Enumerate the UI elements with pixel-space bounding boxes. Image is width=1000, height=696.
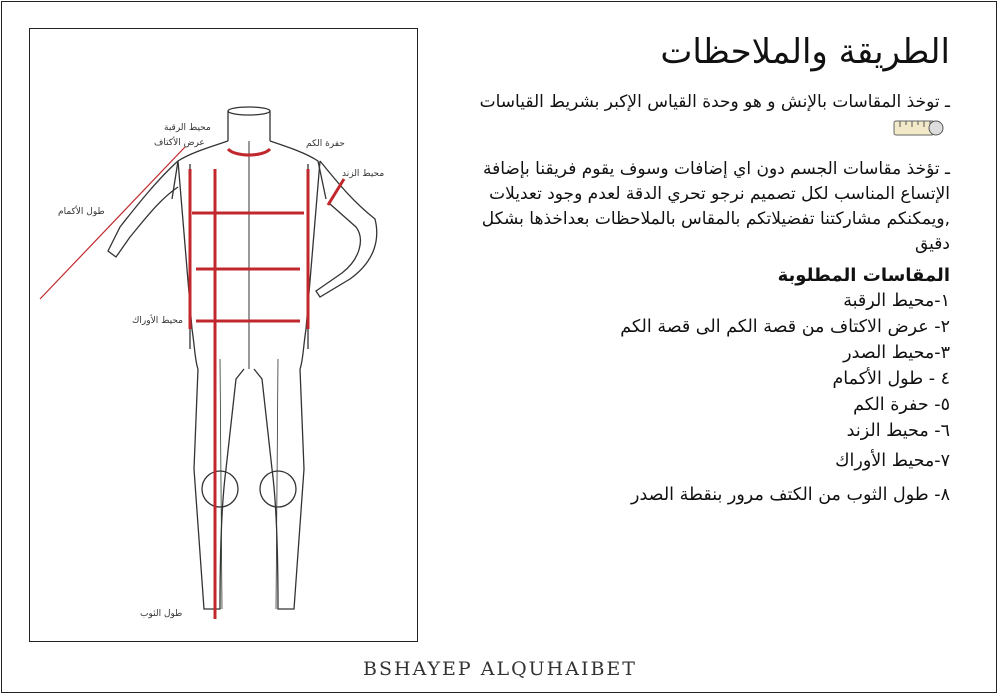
label-neck: محيط الرقبة <box>164 123 211 133</box>
brand-footer: BSHAYEP ALQUHAIBET <box>363 658 637 680</box>
required-list <box>470 288 950 508</box>
list-item: ٤ - طول الأكمام <box>832 369 950 389</box>
label-length: طول الثوب <box>140 609 183 619</box>
label-shoulders: عرض الأكتاف <box>154 138 205 148</box>
measurement-lines <box>190 149 344 619</box>
notes-panel <box>470 24 950 508</box>
list-item: ٨- طول الثوب من الكتف مرور بنقطة الصدر <box>631 485 950 505</box>
label-armhole: حفرة الكم <box>306 139 345 149</box>
list-item: ٦- محيط الزند <box>846 421 950 441</box>
required-heading: المقاسات المطلوبة <box>777 265 950 286</box>
note-paragraph-2: ـ تؤخذ مقاسات الجسم دون اي إضافات وسوف يقوم فريقنا بإضافة الإتساع المناسب لكل تصميم نرجو تحري الدقة لعدم وجود تعديلات ,ويمكنكم مشاركتنا تفضيلاتكم بالمقاس بالملاحظات بعداخذها بشكل دقيق <box>481 159 950 254</box>
list-item: ١-محيط الرقبة <box>843 291 950 311</box>
body-figure <box>30 29 419 643</box>
list-item: ٣-محيط الصدر <box>843 343 950 363</box>
figure-outline <box>108 107 377 609</box>
list-item: ٥- حفرة الكم <box>853 395 950 415</box>
figure-panel <box>29 28 418 642</box>
bicep-line <box>328 179 344 205</box>
sleeve-line <box>40 147 185 299</box>
note-paragraph-1: ـ توخذ المقاسات بالإنش و هو وحدة القياس الإكبر بشريط القياسات <box>470 90 950 149</box>
list-item: ٢- عرض الاكتاف من قصة الكم الى قصة الكم <box>620 317 950 337</box>
label-hips: محيط الأوراك <box>132 316 183 326</box>
page-title: الطريقة والملاحظات <box>660 32 950 72</box>
measuring-tape-icon <box>892 115 944 149</box>
list-item: ٧-محيط الأوراك <box>835 451 950 471</box>
label-bicep: محيط الزند <box>342 169 385 179</box>
label-sleeve: طول الأكمام <box>58 207 105 217</box>
